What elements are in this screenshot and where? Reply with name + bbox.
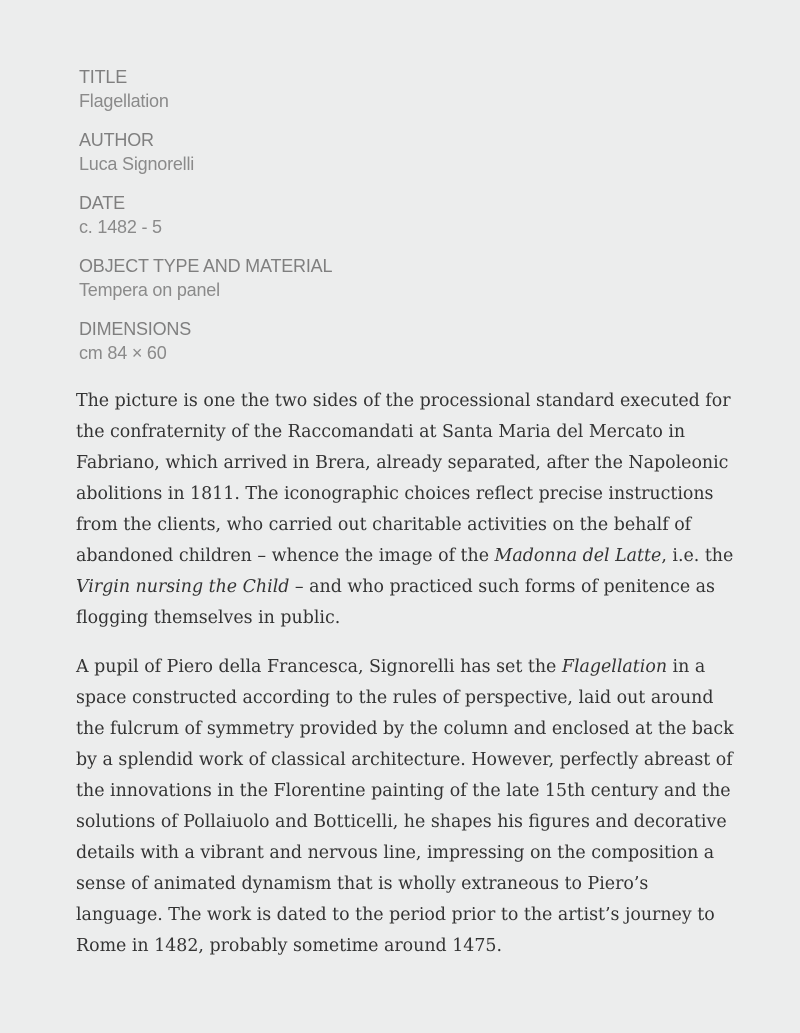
meta-title (79, 65, 740, 114)
description-p2-text-b: in a space constructed according to the rules of perspective, laid out around the fulcrum of symmetry provided by the column and enclosed at the back by a splendid work of classical architecture. However, perfectly abreast of the innovations in the Florentine painting of the late 15th century and the solutions of Pollaiuolo and Botticelli, he shapes his figures and decorative details with a vibrant and nervous line, impressing on the composition a sense of animated dynamism that is wholly extraneous to Piero’s language. The work is dated to the period prior to the artist’s journey to Rome in 1482, probably sometime around 1475. (76, 657, 734, 956)
description-p1-text-c: – and who practiced such forms of penitence as flogging themselves in public. (76, 577, 715, 628)
description-paragraph-1 (76, 386, 736, 634)
description-p1-italic-1: Madonna del Latte (494, 546, 662, 566)
meta-dimensions-value: cm 84 × 60 (79, 343, 167, 363)
meta-date-label: DATE (79, 193, 125, 213)
description-p2-italic-1: Flagellation (561, 657, 668, 677)
meta-dimensions (79, 317, 740, 366)
meta-object-type-label: OBJECT TYPE AND MATERIAL (79, 256, 333, 276)
description-p1-italic-2: Virgin nursing the Child (76, 577, 290, 597)
description-p1-text-a: The picture is one the two sides of the processional standard executed for the confraternity of the Raccomandati at Santa Maria del Mercato in Fabriano, which arrived in Brera, already separated, after the Napoleonic abolitions in 1811. The iconographic choices reflect precise instructions from the clients, who carried out charitable activities on the behalf of abandoned children – whence the image of the (76, 391, 731, 566)
meta-date-value: c. 1482 - 5 (79, 217, 162, 237)
meta-author-value: Luca Signorelli (79, 154, 195, 174)
description-paragraph-2 (76, 652, 736, 962)
meta-date (79, 191, 740, 240)
description-p1-text-b: , i.e. the (661, 546, 734, 566)
artwork-description (76, 386, 736, 962)
meta-author (79, 128, 740, 177)
meta-dimensions-label: DIMENSIONS (79, 319, 192, 339)
meta-object-type (79, 254, 740, 303)
meta-author-label: AUTHOR (79, 130, 154, 150)
meta-title-label: TITLE (79, 67, 128, 87)
meta-object-type-value: Tempera on panel (79, 280, 220, 300)
artwork-metadata (79, 65, 740, 366)
description-p2-text-a: A pupil of Piero della Francesca, Signorelli has set the (76, 657, 562, 677)
meta-title-value: Flagellation (79, 91, 169, 111)
